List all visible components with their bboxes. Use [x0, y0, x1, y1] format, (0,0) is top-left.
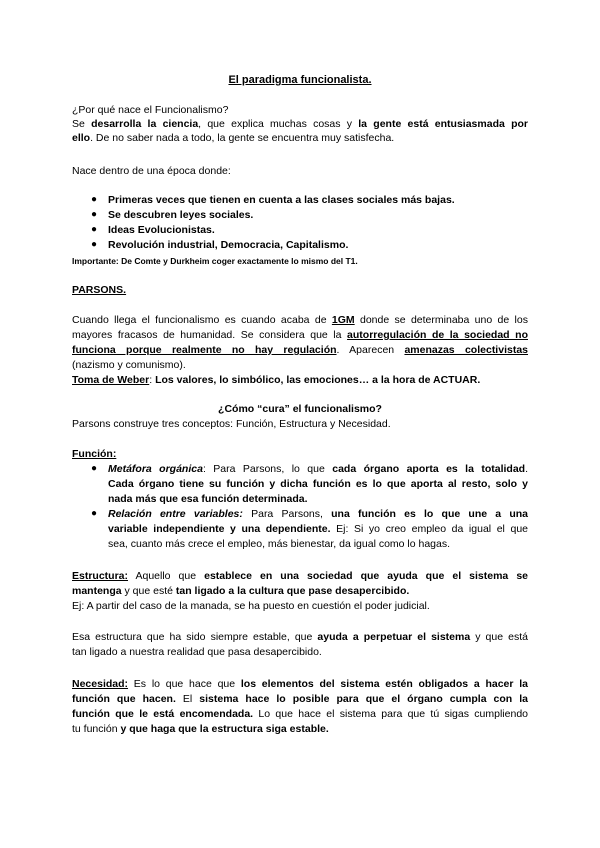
intro-question: ¿Por qué nace el Funcionalismo? [72, 104, 229, 116]
bullet-dot-icon: ● [91, 224, 98, 235]
bullet-dot-icon: ● [91, 508, 98, 519]
bullet-dot-icon: ● [91, 463, 98, 474]
necesidad-line-3: función que le está encomendada. Lo que hace el sistema para que tú sigas cumpliendo [72, 708, 528, 720]
necesidad-line-1: Necesidad: Es lo que hace que los elementos del sistema estén obligados a hacer la [72, 678, 528, 690]
cura-line: Parsons construye tres conceptos: Función, Estructura y Necesidad. [72, 418, 391, 430]
estructura-line-1: Estructura: Aquello que establece en una sociedad que ayuda que el sistema se [72, 570, 528, 582]
bullet-dot-icon: ● [91, 209, 98, 220]
intro-line-1: Se desarrolla la ciencia, que explica muchas cosas y la gente está entusiasmada por [72, 118, 528, 130]
funcion-b2-line-2: variable independiente y una dependiente. Ej: Si yo creo empleo da igual el que [108, 523, 528, 535]
estructura-para-line-1: Esa estructura que ha sido siempre estable, que ayuda a perpetuar el sistema y que está [72, 631, 528, 643]
parsons-line-4: (nazismo y comunismo). [72, 359, 186, 371]
funcion-b2-line-3: sea, cuanto más crece el empleo, más bienestar, da igual como lo hagas. [108, 538, 451, 550]
funcion-heading: Función: [72, 448, 117, 460]
list-item: Revolución industrial, Democracia, Capitalismo. [108, 239, 349, 251]
estructura-line-3: Ej: A partir del caso de la manada, se ha puesto en cuestión el poder judicial. [72, 600, 430, 612]
intro-line-2: ello. De no saber nada a todo, la gente se encuentra muy satisfecha. [72, 132, 395, 144]
list-item: Primeras veces que tienen en cuenta a las clases sociales más bajas. [108, 194, 455, 206]
list-item: Se descubren leyes sociales. [108, 209, 254, 221]
bullet-dot-icon: ● [91, 239, 98, 250]
estructura-line-2: mantenga y que esté tan ligado a la cultura que pase desapercibido. [72, 585, 410, 597]
important-note: Importante: De Comte y Durkheim coger exactamente lo mismo del T1. [72, 256, 358, 266]
parsons-heading: PARSONS. [72, 284, 127, 296]
necesidad-line-2: función que hacen. El sistema hace lo posible para que el órgano cumpla con la [72, 693, 528, 705]
funcion-b1-line-2: Cada órgano tiene su función y dicha función es lo que aporta al resto, solo y [108, 478, 528, 490]
epoca-line: Nace dentro de una época donde: [72, 165, 231, 177]
parsons-line-1: Cuando llega el funcionalismo es cuando acaba de 1GM donde se determinaba uno de los [72, 314, 528, 326]
cura-heading: ¿Cómo “cura” el funcionalismo? [218, 403, 382, 415]
necesidad-line-4: tu función y que haga que la estructura siga estable. [72, 723, 329, 735]
list-item: Ideas Evolucionistas. [108, 224, 215, 236]
funcion-b1-line-3: nada más que esa función determinada. [108, 493, 308, 505]
parsons-line-3: funciona porque realmente no hay regulación. Aparecen amenazas colectivistas [72, 344, 529, 356]
bullet-dot-icon: ● [91, 194, 98, 205]
estructura-para-line-2: tan ligado a nuestra realidad que pasa desapercibido. [72, 646, 322, 658]
parsons-line-2: mayores fracasos de humanidad. Se considera que la autorregulación de la sociedad no [72, 329, 528, 341]
page-title: El paradigma funcionalista. [228, 74, 372, 86]
funcion-b1-line-1: Metáfora orgánica: Para Parsons, lo que cada órgano aporta es la totalidad. [108, 463, 529, 475]
weber-line: Toma de Weber: Los valores, lo simbólico, las emociones… a la hora de ACTUAR. [72, 374, 481, 386]
funcion-b2-line-1: Relación entre variables: Para Parsons, una función es lo que une a una [108, 508, 528, 520]
